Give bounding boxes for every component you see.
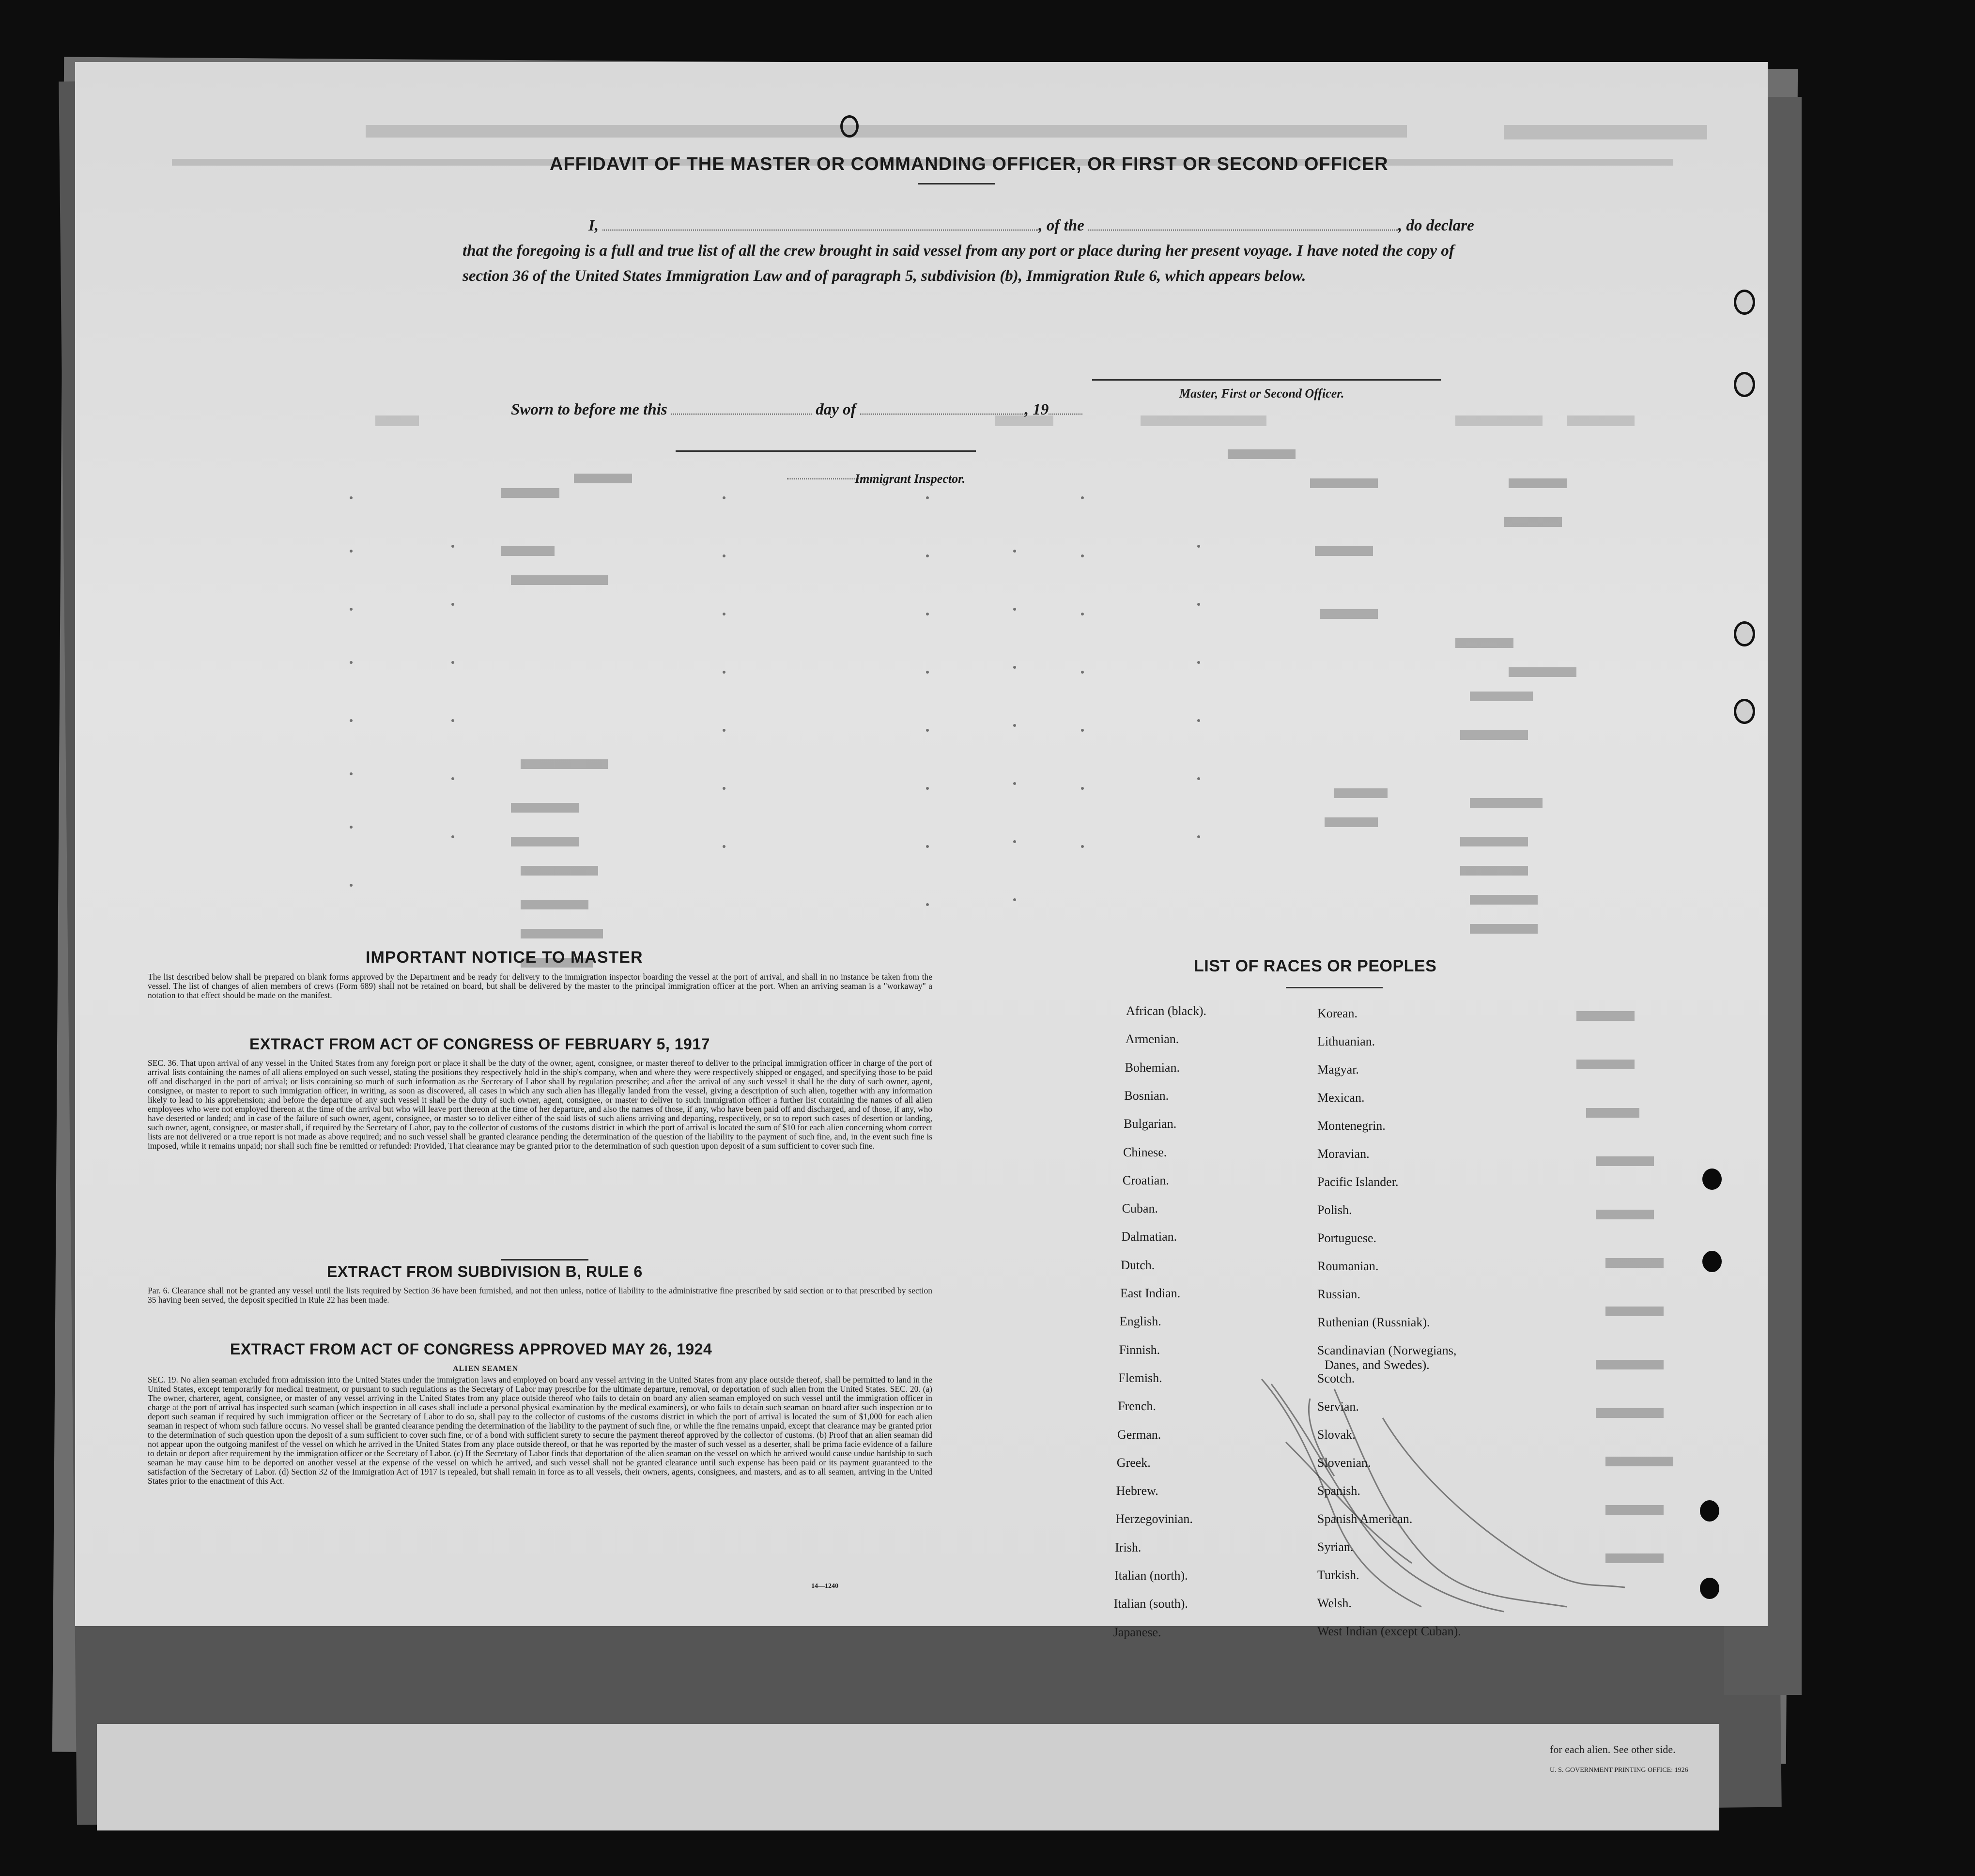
race-item: Montenegrin. xyxy=(1317,1119,1386,1133)
affidavit-paragraph: that the foregoing is a full and true list of all the crew brought in said vessel from any port or place during her present voyage. I have noted the copy of section 36 of the United States Immigration Law and of paragraph 5, subdivision (b), Immigration Rule 6, which appears below. xyxy=(463,242,1454,285)
race-item: Irish. xyxy=(1115,1540,1142,1554)
races-title: LIST OF RACES OR PEOPLES xyxy=(1194,957,1437,975)
race-item: Italian (south). xyxy=(1113,1597,1188,1611)
alien-seamen-heading: ALIEN SEAMEN xyxy=(453,1365,519,1373)
race-item: Italian (north). xyxy=(1114,1568,1188,1583)
race-item: Pacific Islander. xyxy=(1317,1175,1399,1189)
race-item: Herzegovinian. xyxy=(1115,1512,1193,1526)
race-item: Flemish. xyxy=(1118,1370,1162,1385)
race-item: Mexican. xyxy=(1317,1091,1365,1105)
subdivision-b-body: Par. 6. Clearance shall not be granted any vessel until the lists required by Section 36 have been furnished, and not then unless, notice of liability to the administrative fine prescribed by said section or to that prescribed by section 35 having been served, the deposit specified in Rule 22 has been made. xyxy=(148,1286,932,1305)
affidavit-declaration xyxy=(463,213,1494,289)
race-item: Armenian. xyxy=(1125,1032,1179,1046)
race-item: Chinese. xyxy=(1123,1145,1167,1159)
sworn-year-label: , 19 xyxy=(1024,401,1049,418)
vessel-name-blank[interactable] xyxy=(1088,218,1398,231)
divider xyxy=(1286,987,1383,988)
underlying-sheet-text xyxy=(1550,1743,1695,1782)
sworn-day-of: day of xyxy=(816,401,856,418)
form-number: 14—1240 xyxy=(811,1583,838,1590)
notice-title: IMPORTANT NOTICE TO MASTER xyxy=(366,948,643,967)
race-item: Cuban. xyxy=(1122,1201,1158,1216)
race-item: Servian. xyxy=(1317,1399,1359,1414)
signature-label: Master, First or Second Officer. xyxy=(1179,386,1344,400)
race-item: Dutch. xyxy=(1121,1258,1155,1272)
inspector-label: Immigrant Inspector. xyxy=(855,472,966,486)
underlying-sheet-line: for each alien. See other side. xyxy=(1550,1743,1676,1755)
underlying-sheet-line: U. S. GOVERNMENT PRINTING OFFICE: 1926 xyxy=(1550,1767,1688,1774)
race-item: West Indian (except Cuban). xyxy=(1317,1624,1461,1638)
sworn-statement xyxy=(511,401,1082,419)
act-1924-title: EXTRACT FROM ACT OF CONGRESS APPROVED MAY 26, 1924 xyxy=(230,1340,712,1358)
race-item: Croatian. xyxy=(1122,1173,1169,1187)
sworn-day-blank[interactable] xyxy=(671,402,812,415)
race-item: Portuguese. xyxy=(1317,1231,1377,1245)
signature-line[interactable] xyxy=(1092,379,1441,381)
race-item: German. xyxy=(1117,1427,1161,1442)
affidavit-do-declare: , do declare xyxy=(1398,217,1474,234)
underlying-sheet-bottom xyxy=(97,1724,1719,1830)
race-item: Bulgarian. xyxy=(1124,1117,1177,1131)
race-item: Spanish American. xyxy=(1317,1512,1413,1526)
divider xyxy=(501,1259,588,1261)
race-item: Polish. xyxy=(1317,1203,1352,1217)
master-name-blank[interactable] xyxy=(602,218,1038,231)
act-1917-title: EXTRACT FROM ACT OF CONGRESS OF FEBRUARY 5, 1917 xyxy=(249,1035,710,1053)
race-item: Lithuanian. xyxy=(1317,1034,1375,1048)
race-item: Spanish. xyxy=(1317,1484,1360,1498)
subdivision-b-title: EXTRACT FROM SUBDIVISION B, RULE 6 xyxy=(327,1263,643,1280)
race-item: Syrian. xyxy=(1317,1540,1354,1554)
race-item: Korean. xyxy=(1317,1006,1358,1020)
race-item: Moravian. xyxy=(1317,1147,1370,1161)
race-item: Slovenian. xyxy=(1317,1456,1371,1470)
act-1924-body: SEC. 19. No alien seaman excluded from admission into the United States under the immigration laws and employed on board any vessel arriving in the United States from any place outside thereof, shall be permitted to land in the United States, except temporarily for medical treatment, or pursuant to such regulations as the Secretary of Labor may prescribe for the ultimate departure, removal, or deportation of such alien from the United States. SEC. 20. (a) The owner, charterer, agent, consignee, or master of any vessel arriving in the United States from any place outside thereof who fails to detain on board any alien seaman employed on such vessel until the immigration officer in charge at the port of arrival has inspected such seaman (which inspection in all cases shall include a personal physical examination by the medical examiners), or who fails to detain such seaman on board after such inspection or to deport such seaman if required by such immigration officer or the Secretary of Labor to do so, shall pay to the collector of customs of the customs district in which the port of arrival is located the sum of $1,000 for each alien seaman in respect of whom such failure occurs. No vessel shall be granted clearance pending the determination of the liability to the payment of such fine, or while the fine remains unpaid, except that clearance may be granted prior to the determination of such question upon the deposit of a sum sufficient to cover such fine, or of a bond with sufficient surety to secure the payment thereof approved by the collector of customs. (b) Proof that an alien seaman did not appear upon the outgoing manifest of the vessel on which he arrived in the United States from any place outside thereof, or that he was reported by the master of such vessel as a deserter, shall be prima facie evidence of a failure to detain or deport after requirement by the immigration officer or the Secretary of Labor. (c) If the Secretary of Labor finds that deportation of the alien seaman on the vessel on which he arrived would cause undue hardship to such seaman he may cause him to be deported on another vessel at the expense of the vessel on which he arrived, and such vessel shall not be granted clearance until such expense has been paid or its payment guaranteed to the satisfaction of the Secretary of Labor. (d) Section 32 of the Immigration Act of 1917 is repealed, but shall remain in force as to all vessels, their owners, agents, consignees, and masters, and as to all seamen, arriving in the United States prior to the enactment of this Act. xyxy=(148,1375,932,1486)
race-item: Finnish. xyxy=(1119,1342,1160,1357)
race-item: Slovak. xyxy=(1317,1428,1356,1442)
divider xyxy=(787,478,864,479)
race-item: Japanese. xyxy=(1113,1625,1161,1639)
race-item: Bosnian. xyxy=(1124,1088,1169,1103)
race-item: Scotch. xyxy=(1317,1371,1355,1385)
race-item: Danes, and Swedes). xyxy=(1325,1358,1430,1372)
inspector-signature-line[interactable] xyxy=(676,450,976,452)
affidavit-i-label: I, xyxy=(588,217,599,234)
manifest-page xyxy=(75,62,1768,1639)
race-item: Ruthenian (Russniak). xyxy=(1317,1315,1430,1329)
race-item: English. xyxy=(1119,1314,1161,1329)
race-item: Bohemian. xyxy=(1125,1060,1180,1075)
race-item: French. xyxy=(1118,1399,1156,1414)
race-item: Magyar. xyxy=(1317,1062,1359,1076)
affidavit-of-the: , of the xyxy=(1038,217,1084,234)
sworn-month-blank[interactable] xyxy=(860,402,1025,415)
race-item: Roumanian. xyxy=(1317,1259,1379,1273)
race-item: Dalmatian. xyxy=(1121,1230,1177,1244)
divider xyxy=(918,183,995,185)
race-item: Scandinavian (Norwegians, xyxy=(1317,1343,1457,1357)
act-1917-body: SEC. 36. That upon arrival of any vessel in the United States from any foreign port or place it shall be the duty of the owner, agent, consignee, or master thereof to deliver to the principal immigration officer in charge of the port of arrival lists containing the names of all aliens employed on such vessel, stating the positions they respectively hold in the ship's company, when and where they were respectively shipped or engaged, and specifying those to be paid off and discharged in the port of arrival; or lists containing so much of such information as the Secretary of Labor shall by regulation prescribe; and after the arrival of any such vessel it shall be the duty of such owner, agent, consignee, or master to report to such immigration officer, in writing, as soon as discovered, all cases in which any such alien has illegally landed from the vessel, giving a description of such alien, together with any information likely to lead to his apprehension; and before the departure of any such vessel it shall be the duty of such owner, agent, consignee, or master to deliver to such immigration officer a further list containing the names of all alien employees who were not employed thereon at the time of the arrival but who will leave port thereon at the time of her departure, and also the names of those, if any, who have been paid off and discharged, and of those, if any, who have deserted or landed; and in case of the failure of such owner, agent, consignee, or master so to deliver either of the said lists of such aliens arriving and departing, respectively, or so to report such cases of desertion or landing, such owner, agent, consignee, or master shall, if required by the Secretary of Labor, pay to the collector of customs of the customs district in which the port of arrival is located the sum of $10 for each alien concerning whom correct lists are not delivered or a true report is not made as above required; and no such vessel shall be granted clearance pending the determination of the question of the liability to the payment of such fine, and, in the event such fine is imposed, while it remains unpaid; nor shall such fine be remitted or refunded: Provided, That clearance may be granted prior to the determination of such question upon deposit of a sum sufficient to cover such fine. xyxy=(148,1058,932,1151)
sworn-year-blank[interactable] xyxy=(1049,402,1082,415)
notice-body: The list described below shall be prepared on blank forms approved by the Department and be ready for delivery to the immigration inspector boarding the vessel at the port of arrival, and shall in no instance be taken from the vessel. The list of changes of alien members of crews (Form 689) shall not be retained on board, but shall be delivered by the master to the principal immigration officer at the port. When an arriving seaman is a "workaway" a notation to that effect should be made on the manifest. xyxy=(148,972,932,1000)
race-item: Greek. xyxy=(1116,1455,1151,1470)
affidavit-title: AFFIDAVIT OF THE MASTER OR COMMANDING OFFICER, OR FIRST OR SECOND OFFICER xyxy=(550,154,1389,174)
race-item: Turkish. xyxy=(1317,1568,1359,1582)
race-item: Welsh. xyxy=(1317,1596,1352,1610)
race-item: African (black). xyxy=(1126,1004,1207,1018)
race-item: Hebrew. xyxy=(1116,1484,1158,1498)
race-item: East Indian. xyxy=(1120,1286,1181,1300)
sworn-prefix: Sworn to before me this xyxy=(511,401,667,418)
race-item: Russian. xyxy=(1317,1287,1360,1301)
